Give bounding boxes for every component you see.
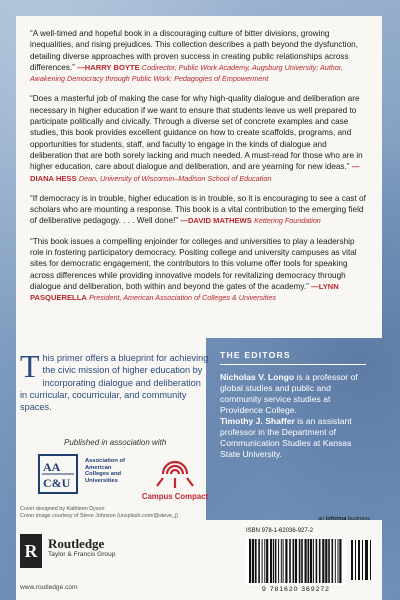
quote-text: “This book issues a compelling enjoinder for colleges and universities to play a leadership role in fostering participatory democracy. Positing college and university campuses as vital sites for democratic engagement, the contributors to this volume offer tools for speaking across differences while providing innovative models for revitalizing democracy through dialogue and deliberation, both within and beyond the gates of the academy.” [30,236,357,291]
barcode-bar [283,539,284,583]
aacu-name: Association of American Colleges and Universities [85,458,125,484]
barcode-bar [319,539,321,583]
campus-compact-name: Campus Compact [141,492,209,501]
barcode-bar [258,539,260,583]
barcode-bar [299,539,301,583]
barcode-bar [308,539,310,583]
description-text: his primer offers a blueprint for achieving the civic mission of higher education by incorporating dialogue and deliberation in curricular, cocurricular, and community spaces. [20,353,209,413]
isbn-digits: 9 781620 369272 [262,586,330,593]
barcode-bar [252,539,254,583]
endorsement-quote [30,93,368,183]
quote-attribution: —HARRY BOYTE [77,62,140,72]
barcode-bar [255,539,257,583]
barcode-bar [262,539,263,583]
barcode-bar [313,539,314,583]
isbn-label: ISBN 978-1-62036-927-2 [246,528,314,534]
quote-attribution: —DIANA HESS [30,162,360,183]
barcode-bar [264,539,265,583]
publisher-website: www.routledge.com [20,584,78,591]
barcode-bar [285,539,287,583]
barcode-bar [295,539,297,583]
endorsement-quote [30,193,368,227]
quote-text: “Does a masterful job of making the case for why high-quality dialogue and deliberation are necessary in higher education if we want to ensure that students leave us well prepared to participate politically and civically. Through a diverse set of concrete examples and case studies, this book provides excellent guidance on how to create scaffolds, programs, and opportunities for students, staff, and faculty to engage in the kinds of dialogue and deliberation that are both sorely lacking and much needed. A must-read for those who are in higher education, care about dialogue and deliberation, and are yearning for new ideas.” [30,94,363,172]
barcode-bar [305,539,307,583]
editors-bios [220,372,370,460]
barcode-bar [293,539,295,583]
endorsement-quote [30,28,368,84]
svg-text:AA: AA [43,460,61,474]
barcode-bar [332,539,334,583]
endorsement-quote [30,236,368,304]
editors-divider [220,364,366,365]
publisher-subtitle: Taylor & Francis Group [48,551,116,558]
campus-compact-logo [135,448,215,504]
barcode-bar [310,539,312,583]
barcode-bar [338,539,339,583]
svg-text:R: R [24,541,38,561]
cover-designer-credit: Cover designed by Kathleen Dyson [20,506,105,512]
publisher-name: Routledge [48,536,105,551]
association-label: Published in association with [64,438,167,447]
editor-bio: is a professor of global studies and public and community service studies at Providence College. [220,372,358,415]
quote-affiliation: Dean, University of Wisconsin–Madison School of Education [78,173,272,183]
barcode-bar [335,539,336,583]
campus-compact-mark-icon [135,448,215,492]
endorsements-panel [16,16,382,338]
quote-attribution: —DAVID MATHEWS [180,216,252,226]
editor-name: Nicholas V. Longo [220,372,295,382]
barcode-bar [301,539,303,583]
svg-text:C&U: C&U [43,476,71,490]
book-description [20,348,210,413]
barcode-bar [289,539,291,583]
routledge-mark-icon [20,534,42,568]
barcode-bar [325,539,327,583]
drop-cap: T [20,348,40,384]
barcode-bar [328,539,330,583]
barcode-bar [266,539,268,583]
barcode-bar [322,539,324,583]
barcode-bar [249,539,251,583]
isbn-barcode [246,537,346,585]
cover-image-credit: Cover image courtesy of Steve Johnson (unsplash.com/@steve_j) [20,513,178,519]
barcode-bar [339,539,341,583]
price-barcode [350,538,372,582]
quote-affiliation: Kettering Foundation [254,216,321,226]
informa-imprint: an informa business [318,516,370,522]
quote-text: “If democracy is in trouble, higher education is in trouble, so it is encouraging to see a cast of scholars who are mounting a response. This book is a vital contribution to the emerging field of deliberative pedagogy. . . . Well done!” [30,193,366,226]
quote-affiliation: President, American Association of Colleges & Universities [89,293,276,303]
editors-heading: THE EDITORS [220,350,291,360]
aacu-mark-icon [38,454,78,494]
barcode-bar [316,539,318,583]
editors-section [206,338,382,520]
quote-attribution: —LYNN PASQUERELLA [30,281,339,303]
barcode-bar [273,539,274,583]
editor-bio: is an assistant professor in the Department of Communication Studies at Kansas State University. [220,416,352,459]
barcode-block [246,516,376,594]
barcode-bar [278,539,279,583]
barcode-bar [281,539,282,583]
barcode-bar [270,539,272,583]
barcode-bar [275,539,277,583]
quote-affiliation: Codirector, Public Work Academy, Augsburg University; Author, Awakening Democracy through Public Work: Pedagogies of Empowerment [30,62,343,84]
editor-name: Timothy J. Shaffer [220,416,295,426]
quote-text: “A well-timed and hopeful book in a discouraging culture of bitter divisions, growing inequalities, and rising prejudices. This collection describes a path beyond the dysfunction, detailing diverse approaches with proven success in creating public relationships across differences.” [30,29,358,72]
